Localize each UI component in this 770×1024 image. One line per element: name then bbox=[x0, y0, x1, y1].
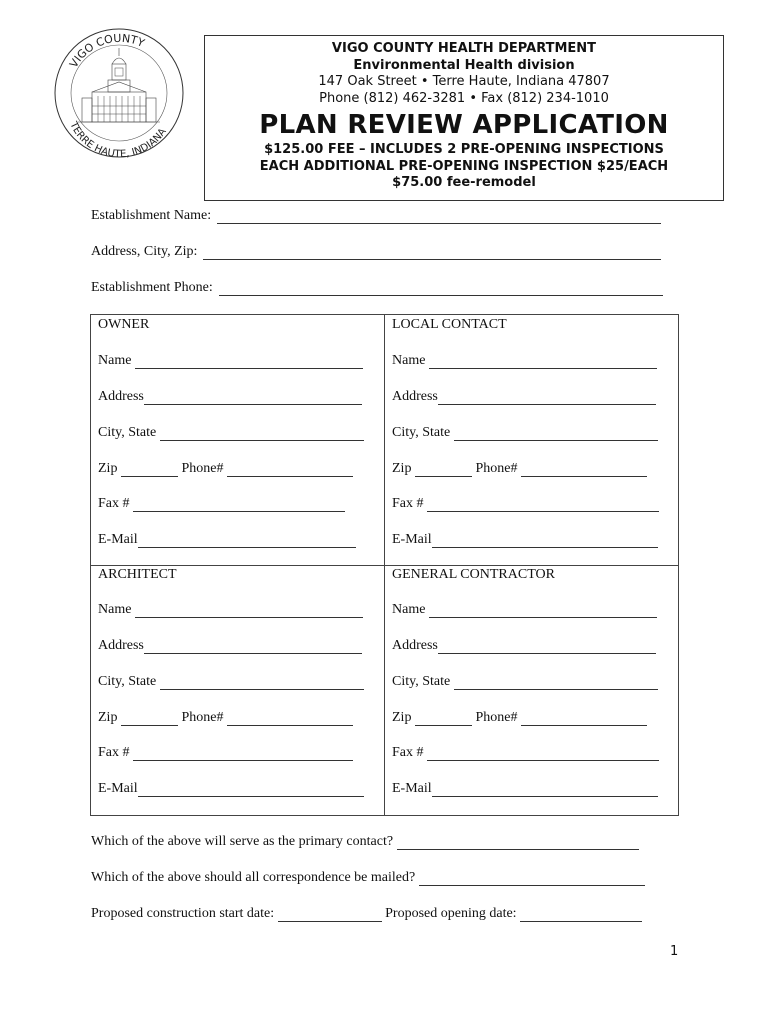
establishment-name-row bbox=[91, 208, 677, 224]
contractor-city-label: City, State bbox=[392, 674, 454, 689]
establishment-address-row bbox=[91, 244, 677, 260]
local-contact-heading: LOCAL CONTACT bbox=[392, 317, 507, 332]
primary-contact-label: Which of the above will serve as the primary contact? bbox=[91, 834, 397, 849]
architect-city-field[interactable] bbox=[160, 677, 364, 690]
architect-email-field[interactable] bbox=[138, 784, 364, 797]
local-city-field[interactable] bbox=[454, 428, 658, 441]
owner-address-field[interactable] bbox=[144, 392, 362, 405]
establishment-name-label: Establishment Name: bbox=[91, 208, 212, 223]
contractor-address-label: Address bbox=[392, 638, 438, 653]
correspondence-row bbox=[91, 870, 645, 886]
local-city-label: City, State bbox=[392, 425, 454, 440]
seal-top-text: VIGO COUNTY bbox=[67, 31, 147, 71]
owner-name-label: Name bbox=[98, 353, 135, 368]
owner-heading: OWNER bbox=[98, 317, 150, 332]
owner-email-label: E-Mail bbox=[98, 532, 138, 547]
local-phone-field[interactable] bbox=[521, 464, 647, 477]
architect-name-label: Name bbox=[98, 602, 135, 617]
local-email-field[interactable] bbox=[432, 535, 658, 548]
architect-fax-label: Fax # bbox=[98, 745, 133, 760]
local-email-label: E-Mail bbox=[392, 532, 432, 547]
page-number: 1 bbox=[670, 944, 679, 959]
architect-address-field[interactable] bbox=[144, 641, 362, 654]
contacts-grid bbox=[90, 314, 679, 816]
establishment-phone-field[interactable] bbox=[219, 283, 663, 296]
establishment-address-label: Address, City, Zip: bbox=[91, 244, 198, 259]
contractor-name-field[interactable] bbox=[429, 605, 657, 618]
owner-email-field[interactable] bbox=[138, 535, 356, 548]
local-fax-label: Fax # bbox=[392, 496, 427, 511]
contractor-zip-label: Zip bbox=[392, 710, 415, 725]
contractor-email-label: E-Mail bbox=[392, 781, 432, 796]
county-seal bbox=[52, 26, 186, 160]
start-date-field[interactable] bbox=[278, 909, 382, 922]
owner-zip-label: Zip bbox=[98, 461, 121, 476]
seal-bottom-text: TERRE HAUTE, INDIANA bbox=[67, 120, 169, 160]
owner-name-field[interactable] bbox=[135, 356, 363, 369]
local-phone-label: Phone# bbox=[471, 461, 521, 476]
owner-zip-field[interactable] bbox=[121, 464, 178, 477]
correspondence-field[interactable] bbox=[419, 873, 645, 886]
contractor-zip-field[interactable] bbox=[415, 713, 472, 726]
owner-city-field[interactable] bbox=[160, 428, 364, 441]
architect-zip-field[interactable] bbox=[121, 713, 178, 726]
architect-city-label: City, State bbox=[98, 674, 160, 689]
establishment-phone-row bbox=[91, 280, 677, 296]
establishment-phone-label: Establishment Phone: bbox=[91, 280, 213, 295]
architect-zip-label: Zip bbox=[98, 710, 121, 725]
local-address-label: Address bbox=[392, 389, 438, 404]
courthouse-icon bbox=[78, 48, 160, 122]
local-address-field[interactable] bbox=[438, 392, 656, 405]
architect-phone-field[interactable] bbox=[227, 713, 353, 726]
local-fax-field[interactable] bbox=[427, 499, 659, 512]
header-box bbox=[204, 35, 724, 201]
establishment-name-field[interactable] bbox=[217, 211, 661, 224]
local-name-label: Name bbox=[392, 353, 429, 368]
owner-phone-field[interactable] bbox=[227, 464, 353, 477]
owner-fax-field[interactable] bbox=[133, 499, 345, 512]
establishment-address-field[interactable] bbox=[203, 247, 661, 260]
contractor-phone-field[interactable] bbox=[521, 713, 647, 726]
page-title: PLAN REVIEW APPLICATION bbox=[259, 110, 669, 140]
architect-phone-label: Phone# bbox=[177, 710, 227, 725]
opening-date-label: Proposed opening date: bbox=[381, 906, 521, 921]
contractor-fax-field[interactable] bbox=[427, 748, 659, 761]
dates-row bbox=[91, 906, 642, 922]
division-name: Environmental Health division bbox=[353, 57, 575, 73]
primary-contact-field[interactable] bbox=[397, 837, 639, 850]
architect-name-field[interactable] bbox=[135, 605, 363, 618]
department-phone: Phone (812) 462-3281 • Fax (812) 234-1010 bbox=[319, 90, 609, 106]
contractor-phone-label: Phone# bbox=[471, 710, 521, 725]
opening-date-field[interactable] bbox=[520, 909, 642, 922]
grid-horizontal-divider bbox=[91, 565, 678, 566]
architect-fax-field[interactable] bbox=[133, 748, 353, 761]
svg-text:TERRE HAUTE, INDIANA bbox=[67, 119, 169, 160]
owner-address-label: Address bbox=[98, 389, 144, 404]
contractor-email-field[interactable] bbox=[432, 784, 658, 797]
local-zip-label: Zip bbox=[392, 461, 415, 476]
department-name: VIGO COUNTY HEALTH DEPARTMENT bbox=[331, 41, 597, 56]
architect-heading: ARCHITECT bbox=[98, 567, 177, 582]
local-zip-field[interactable] bbox=[415, 464, 472, 477]
contractor-city-field[interactable] bbox=[454, 677, 658, 690]
correspondence-label: Which of the above should all correspondence be mailed? bbox=[91, 870, 419, 885]
owner-fax-label: Fax # bbox=[98, 496, 133, 511]
contractor-name-label: Name bbox=[392, 602, 429, 617]
contractor-fax-label: Fax # bbox=[392, 745, 427, 760]
local-name-field[interactable] bbox=[429, 356, 657, 369]
fee-line-2: EACH ADDITIONAL PRE-OPENING INSPECTION $25/EACH bbox=[259, 158, 669, 174]
owner-city-label: City, State bbox=[98, 425, 160, 440]
architect-address-label: Address bbox=[98, 638, 144, 653]
fee-line-1: $125.00 FEE – INCLUDES 2 PRE-OPENING INSPECTIONS bbox=[264, 142, 664, 157]
architect-email-label: E-Mail bbox=[98, 781, 138, 796]
department-address: 147 Oak Street • Terre Haute, Indiana 47807 bbox=[318, 74, 610, 89]
primary-contact-row bbox=[91, 834, 639, 850]
start-date-label: Proposed construction start date: bbox=[91, 906, 278, 921]
owner-phone-label: Phone# bbox=[177, 461, 227, 476]
general-contractor-heading: GENERAL CONTRACTOR bbox=[392, 567, 555, 582]
fee-line-3: $75.00 fee-remodel bbox=[392, 175, 536, 190]
svg-text:VIGO COUNTY bbox=[67, 32, 147, 70]
contractor-address-field[interactable] bbox=[438, 641, 656, 654]
